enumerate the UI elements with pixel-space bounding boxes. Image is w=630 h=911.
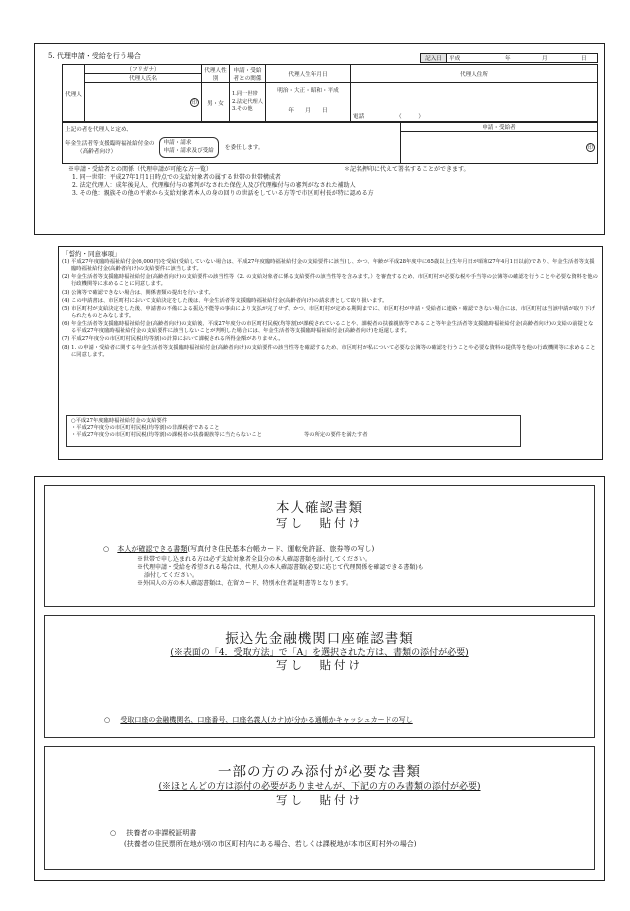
partial-title: 一部の方のみ添付が必要な書類 [218, 764, 421, 780]
partial-note: (※ほとんどの方は添付の必要がありませんが、下記の方のみ書類の添付が必要) [158, 782, 481, 792]
req-1: ・平成27年度分の市区町村民税(均等割)の非課税者であること [71, 425, 220, 432]
rep-address-field[interactable] [351, 83, 598, 123]
note-sign: ＊記名押印に代えて署名することができます。 [344, 166, 470, 173]
id-note-1: ※世帯で申し込まれる方は必ず支給対象者全員分の本人確認書類を添付してください。 [137, 556, 372, 563]
applicant-label: 申請・受給者 [401, 122, 598, 132]
note-2: 2. 法定代理人：成年後見人、代理権付与の審判がなされた保佐人及び代理権付与の審判がなされた補助人 [72, 182, 356, 189]
delegation-cell [63, 122, 401, 164]
bank-item-text: 受取口座の金融機関名、口座番号、口座名義人(カナ)が分かる通帳かキャッシュカードの写し [120, 716, 413, 724]
benefit-text: 年金生活者等支援臨時福祉給付金の [65, 141, 155, 148]
delegate-options[interactable] [159, 137, 219, 158]
note-3: 3. その他：親族その他の平素から支給対象者本人の身の回りの世話をしている方等で市区町村長が特に認める方 [72, 190, 374, 197]
appoint-text: 上記の者を代理人と定め、 [65, 127, 132, 133]
rep-birth-field[interactable] [266, 83, 351, 123]
representative-table [62, 64, 598, 123]
id-bullet: ○ [103, 545, 110, 553]
col-address: 代理人住所 [351, 65, 598, 83]
bank-item [104, 716, 413, 725]
relation-3: 3.その他 [232, 106, 253, 113]
oath-list [62, 259, 598, 360]
bank-bullet: ○ [104, 716, 111, 724]
id-main-rest: (写真付き住民基本台帳カード、運転免許証、旅券等の写し) [187, 545, 375, 553]
birth-ymd: 年 月 日 [288, 108, 328, 114]
rep-relation-field[interactable] [230, 83, 266, 123]
col-rep: 代理人 [63, 65, 85, 123]
oath-item: (7) 平成27年度分の市区町村民税(均等割)の計算において課税される所得金額がありません。 [62, 336, 284, 343]
col-birth: 代理人生年月日 [266, 65, 351, 83]
bank-note: (※表面の「4．受取方法」で「A」を選択された方は、書類の添付が必要) [170, 648, 469, 658]
requirements-box [66, 415, 521, 447]
id-title: 本人確認書類 [276, 500, 363, 516]
birth-eras: 明治・大正・昭和・平成 [277, 88, 339, 94]
oath-item: (5) 市区町村が支給決定をした後、申請書の不備による振込不能等の事由により支払が完了せず、かつ、市区町村が定める期間までに、市区町村が申請・受給者に連絡・確認できない場合には、市区町村は当該申請が取り下げられたものとみなします。 [62, 305, 595, 319]
partial-item-text: 扶養者の非課税証明書 [126, 829, 197, 837]
applicant-seal-icon: 印 [587, 145, 593, 151]
req-tail: 等の所定の要件を満たす者 [303, 432, 368, 439]
partial-bullet: ○ [110, 829, 117, 837]
rep-name-field[interactable] [85, 83, 202, 123]
id-note-2b: 添付してください。 [144, 572, 199, 580]
option-2[interactable]: 申請・請求及び受給 [163, 148, 214, 155]
bank-paste: 写し 貼付け [276, 658, 363, 672]
relation-1: 1.同一世帯 [232, 91, 258, 98]
benefit-sub: （高齢者向け） [77, 149, 117, 156]
note-1: 1. 同一世帯：平成27年1月1日時点での支給対象者の属する世帯の世帯構成者 [72, 174, 281, 181]
date-month: 月 [542, 56, 548, 62]
oath-item: (2) 年金生活者等支援臨時福祉給付金(高齢者向け)の支給要件の該当性等（2. の支給対象者に係る支給要件の該当性等を含みます。）を審査するため、市区町村が必要な税や手当等の公簿等の確認を行うことや必要な資料を他の行政機関等に求めることに同意します。 [62, 274, 598, 288]
date-era: 平成 [449, 56, 461, 62]
date-label: 記入日 [421, 54, 447, 63]
id-note-2: ※代理申請・受給を希望される場合は、代理人の本人確認書類(必要に応じて代理関係を確認できる書類)も [137, 564, 424, 572]
date-box [420, 53, 598, 63]
phone-paren: （ ） [395, 114, 424, 120]
oath-item: (6) 年金生活者等支援臨時福祉給付金(高齢者向け)の支給後、平成27年度分の市区町村民税(均等割)が課税されていることや、課税者の扶養親族等であること等年金生活者等支援臨時福祉給付金(高齢者向け)の支給の前提となる平成27年度臨時福祉給付金の支給要件に該当しないことが判明した場合には、年金生活者等支援臨時福祉給付金(高齢者向け)を返還します。 [62, 321, 594, 335]
id-main-underlined: 本人が確認できる書類 [117, 545, 188, 553]
col-relation: 申請・受給者との関係 [230, 65, 266, 83]
applicant-field[interactable] [401, 132, 598, 164]
col-furigana: （フリガナ） [85, 65, 202, 74]
note-header: ※申請・受給者との関係（代理申請が可能な方一覧） [68, 166, 213, 173]
id-note-3: ※外国人の方の本人確認書類は、在留カード、特別永住者証明書等となります。 [137, 580, 352, 588]
col-gender: 代理人性別 [202, 65, 230, 83]
oath-item: (8) 1. の申請・受給者に関する年金生活者等支援臨時福祉給付金(高齢者向け)の支給要件の該当性等を確認するため、市区町村が私について必要な公簿等の確認を行うことや必要な資料の提供等を他の行政機関等に求めることに同意します。 [62, 344, 596, 358]
bank-title: 振込先金融機関口座確認書類 [225, 631, 414, 647]
option-1[interactable]: 申請・請求 [163, 140, 192, 146]
partial-item [110, 829, 196, 838]
seal-icon: 印 [191, 100, 197, 106]
delegate-text: を委任します。 [224, 145, 264, 152]
req-2: ・平成27年度分の市区町村民税(均等割)の課税者の扶養親族等に当たらないこと [71, 432, 262, 439]
id-notes [120, 556, 424, 588]
id-main [103, 545, 374, 554]
partial-item-sub: (扶養者の住民票所在地が別の市区町村内にある場合、若しくは課税地が本市区町村外の場合) [124, 840, 417, 848]
oath-item: (1) 平成27年度臨時福祉給付金(6,000円)を受給(受給していない場合は、平成27年度臨時福祉給付金の支給要件に該当)し、かつ、年齢が平成28年度中に65歳以上(生年月日が昭和27年4月1日以前)であり、年金生活者等支援臨時福祉給付金(高齢者向け)の支給要件に該当します。 [62, 259, 595, 273]
req-title: ○平成27年度臨時福祉給付金の支給要件 [71, 418, 168, 424]
oath-item: (3) 公簿等で確認できない場合は、関係書類の提出を行います。 [62, 289, 214, 296]
oath-title: 「誓約・同意事項」 [62, 250, 121, 258]
date-day: 日 [581, 56, 587, 62]
date-year: 年 [505, 56, 511, 62]
section5-title: 5. 代理申請・受給を行う場合 [48, 52, 141, 60]
rep-gender-field[interactable]: 男・女 [202, 83, 230, 123]
phone-label: 電話 [353, 114, 365, 120]
partial-paste: 写し 貼付け [276, 793, 363, 807]
col-name: 代理人氏名 [85, 74, 202, 83]
delegation-table [62, 121, 598, 164]
id-paste: 写し 貼付け [276, 516, 363, 530]
oath-item: (4) この申請書は、市区町村において支給決定をした後は、年金生活者等支援臨時福祉給付金(高齢者向け)の請求書として取り扱います。 [62, 297, 388, 304]
relation-2: 2.法定代理人 [232, 98, 263, 105]
